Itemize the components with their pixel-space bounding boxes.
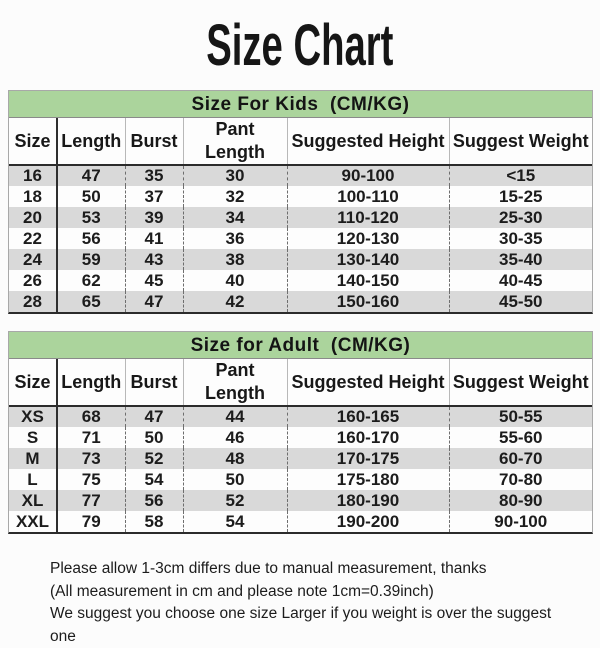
table-cell: S: [9, 427, 57, 448]
table-cell: 20: [9, 207, 57, 228]
table-cell: 39: [125, 207, 183, 228]
table-cell: 15-25: [499, 186, 543, 206]
table-cell: 70-80: [499, 469, 543, 489]
table-row: [9, 186, 592, 207]
table-cell: 16: [9, 165, 57, 186]
table-cell: 100-110: [287, 186, 449, 207]
table-cell: 180-190: [287, 490, 449, 511]
table-cell: 35: [125, 165, 183, 186]
table-cell: 30-35: [499, 228, 543, 248]
table-cell: 190-200: [287, 511, 449, 532]
column-header: Size: [9, 118, 57, 165]
table-cell: 53: [57, 207, 125, 228]
column-header: Pant Length: [183, 118, 287, 165]
table-cell: 50: [57, 186, 125, 207]
table-row: [9, 207, 592, 228]
table-cell: 43: [125, 249, 183, 270]
kids-size-table: [9, 118, 592, 312]
table-cell: 62: [57, 270, 125, 291]
table-cell: 41: [125, 228, 183, 249]
table-row: [9, 427, 592, 448]
header-row: [9, 359, 592, 406]
table-cell: 55-60: [499, 427, 543, 447]
table-cell: 18: [9, 186, 57, 207]
table-cell: M: [9, 448, 57, 469]
table-cell: 40: [183, 270, 287, 291]
table-cell: XL: [9, 490, 57, 511]
table-cell: 80-90: [499, 490, 543, 510]
table-cell: 68: [57, 406, 125, 427]
table-cell: 160-170: [287, 427, 449, 448]
table-cell: 50-55: [499, 407, 543, 426]
table-cell: XXL: [9, 511, 57, 532]
table-row: [9, 270, 592, 291]
table-row: [9, 511, 592, 532]
note-line: (All measurement in cm and please note 1cm=0.39inch): [50, 582, 434, 600]
column-header: Size: [9, 359, 57, 406]
measurement-notes: [50, 558, 580, 648]
table-cell: <15: [506, 166, 536, 185]
column-header: Length: [57, 118, 125, 165]
table-cell: 60-70: [499, 448, 543, 468]
table-row: [9, 291, 592, 312]
table-cell: 47: [57, 165, 125, 186]
table-cell: 48: [183, 448, 287, 469]
table-cell: 22: [9, 228, 57, 249]
table-cell: 38: [183, 249, 287, 270]
note-line: We suggest you choose one size Larger if you weight is over the suggest one: [50, 605, 552, 645]
page-title-text: Size Chart: [206, 12, 394, 78]
table-cell: 56: [57, 228, 125, 249]
table-cell: 56: [125, 490, 183, 511]
table-cell: XS: [9, 406, 57, 427]
table-cell: 175-180: [287, 469, 449, 490]
table-cell: 140-150: [287, 270, 449, 291]
table-cell: 47: [125, 406, 183, 427]
table-cell: 42: [183, 291, 287, 312]
table-cell: 37: [125, 186, 183, 207]
table-cell: 34: [183, 207, 287, 228]
table-cell: 79: [57, 511, 125, 532]
table-row: [9, 165, 592, 186]
table-cell: 44: [183, 406, 287, 427]
table-row: [9, 249, 592, 270]
table-cell: 30: [183, 165, 287, 186]
table-row: [9, 448, 592, 469]
table-cell: 40-45: [499, 270, 543, 290]
column-header: Length: [57, 359, 125, 406]
adult-size-table: [9, 359, 592, 532]
table-cell: L: [9, 469, 57, 490]
table-cell: 130-140: [287, 249, 449, 270]
table-cell: 50: [125, 427, 183, 448]
table-cell: 36: [183, 228, 287, 249]
table-cell: 71: [57, 427, 125, 448]
table-cell: 32: [183, 186, 287, 207]
table-cell: 26: [9, 270, 57, 291]
table-cell: 54: [183, 511, 287, 532]
table-row: [9, 490, 592, 511]
table-cell: 52: [183, 490, 287, 511]
table-row: [9, 228, 592, 249]
table-cell: 24: [9, 249, 57, 270]
table-cell: 160-165: [287, 406, 449, 427]
table-cell: 28: [9, 291, 57, 312]
kids-size-section: [8, 90, 593, 314]
table-cell: 90-100: [287, 165, 449, 186]
table-cell: 110-120: [287, 207, 449, 228]
table-cell: 75: [57, 469, 125, 490]
table-cell: 45-50: [499, 291, 543, 311]
table-cell: 65: [57, 291, 125, 312]
table-cell: 47: [125, 291, 183, 312]
table-cell: 59: [57, 249, 125, 270]
table-cell: 73: [57, 448, 125, 469]
page-title: [0, 0, 600, 90]
adult-size-section: [8, 331, 593, 534]
table-cell: 50: [183, 469, 287, 490]
table-cell: 25-30: [499, 207, 543, 227]
table-cell: 170-175: [287, 448, 449, 469]
table-cell: 150-160: [287, 291, 449, 312]
column-header: Suggested Height: [287, 118, 449, 165]
header-row: [9, 118, 592, 165]
column-header: Suggested Height: [287, 359, 449, 406]
column-header: Suggest Weight: [452, 371, 589, 392]
table-cell: 54: [125, 469, 183, 490]
table-cell: 52: [125, 448, 183, 469]
table-cell: 46: [183, 427, 287, 448]
table-cell: 120-130: [287, 228, 449, 249]
column-header: Burst: [125, 359, 183, 406]
table-row: [9, 469, 592, 490]
table-cell: 35-40: [499, 249, 543, 269]
table-row: [9, 406, 592, 427]
table-cell: 58: [125, 511, 183, 532]
adult-section-header: Size for Adult (CM/KG): [9, 332, 592, 359]
table-cell: 77: [57, 490, 125, 511]
column-header: Pant Length: [183, 359, 287, 406]
table-cell: 90-100: [494, 511, 548, 531]
table-cell: 45: [125, 270, 183, 291]
column-header: Burst: [125, 118, 183, 165]
note-line: Please allow 1-3cm differs due to manual measurement, thanks: [50, 560, 487, 577]
kids-section-header: Size For Kids (CM/KG): [9, 91, 592, 118]
column-header: Suggest Weight: [452, 130, 589, 151]
